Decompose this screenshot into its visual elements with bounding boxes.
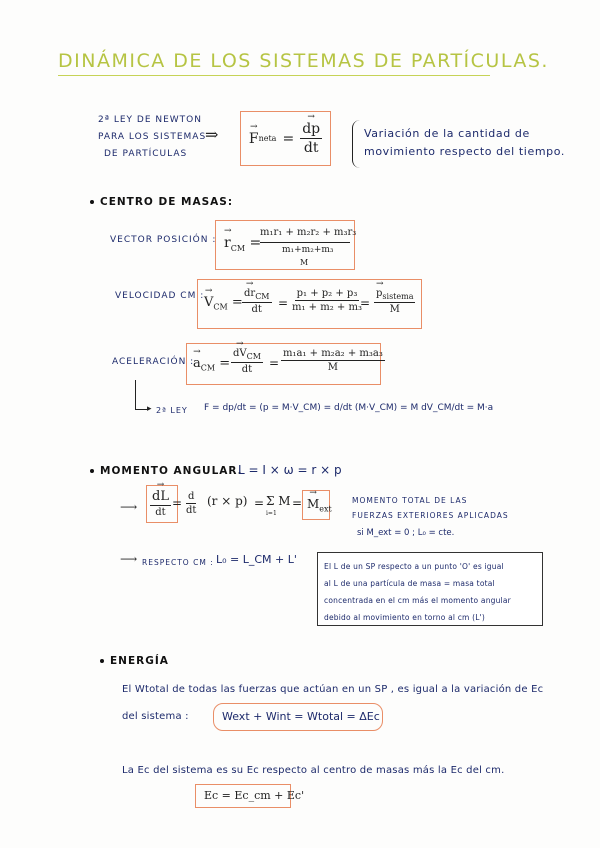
angular-heading: MOMENTO ANGULAR. — [90, 465, 243, 477]
position-label: VECTOR POSICIÓN : — [110, 235, 217, 245]
info-line-2: al L de una partícula de masa = masa total — [324, 579, 495, 588]
respect-equation: L₀ = L_CM + L' — [216, 553, 297, 566]
Mext-box: → $M_{ext}$ — [302, 490, 330, 520]
angular-eq-2: = — [254, 496, 265, 510]
energy-paragraph-1b: del sistema : — [122, 711, 189, 722]
newton-description — [364, 125, 565, 161]
newton-desc-line-2: movimiento respecto del tiempo. — [364, 145, 565, 158]
acceleration-label: ACELERACIÓN : — [112, 357, 195, 367]
moment-condition: si M_ext = 0 ; L₀ = cte. — [357, 528, 455, 538]
law-derivation: F = dp/dt = (p = M·V_CM) = d/dt (M·V_CM) = M dV_CM/dt = M·a — [204, 403, 494, 413]
energy-paragraph-1: El Wtotal de todas las fuerzas que actúan en un SP , es igual a la variación de Ec — [122, 684, 544, 695]
angular-info-box — [317, 552, 543, 626]
info-line-3: concentrada en el cm más el momento angular — [324, 596, 511, 605]
dp-numerator: → dp — [300, 121, 322, 139]
newton-label-line-3: DE PARTÍCULAS — [104, 149, 188, 159]
acceleration-box: → $a_{CM}$ = → $dV_{CM}$ dt = $\frac{\text{m₁a₁ + m₂a₂ + m₃a₃}}{M}$ — [186, 343, 381, 385]
respect-arrow: ⟶ — [120, 552, 138, 566]
law-arrowhead: ▸ — [147, 404, 152, 414]
work-energy-box: Wext + Wint = Wtotal = ΔEc — [213, 703, 383, 731]
energy-heading: ENERGÍA — [100, 655, 169, 667]
force-symbol: → F — [249, 131, 259, 147]
acceleration-lhs: → $a_{CM}$ = — [193, 356, 230, 373]
page-title: DINÁMICA DE LOS SISTEMAS DE PARTÍCULAS. — [58, 50, 549, 72]
brace — [352, 120, 360, 168]
newton-label-line-2: PARA LOS SISTEMAS — [98, 132, 207, 142]
cm-heading: CENTRO DE MASAS: — [90, 196, 233, 208]
respect-label: RESPECTO CM : — [142, 558, 214, 567]
sum-moments: Σ M — [266, 494, 291, 508]
newton-law-box — [240, 111, 331, 166]
velocity-fraction-1: → $dr_{CM}$ dt — [242, 288, 272, 315]
d-dt-fraction: $\frac{d}{dt}$ — [186, 491, 197, 516]
acceleration-fraction-1: → $dV_{CM}$ dt — [231, 348, 263, 375]
position-numerator: m₁r₁ + m₂r₂ + m₃r₃ — [260, 227, 357, 238]
position-total-mass: M — [300, 258, 309, 267]
force-subscript: neta — [258, 134, 277, 143]
velocity-lhs: → $V_{CM}$ = — [204, 295, 243, 312]
dp-dt-fraction — [300, 121, 322, 156]
kinetic-energy-box: Ec = Ec_cm + Ec' — [195, 784, 291, 808]
position-denominator: m₁+m₂+m₃ — [282, 245, 334, 255]
velocity-box: → $V_{CM}$ = → $dr_{CM}$ dt = $\frac{\text{p₁ + p₂ + p₃}}{\text{m₁ + m₂ + m₃}}$ = → $p_{sistema}$ M — [197, 279, 422, 329]
velocity-label: VELOCIDAD CM : — [115, 291, 205, 301]
velocity-fraction-3: → $p_{sistema}$ M — [374, 288, 415, 315]
newton-label-line-1: 2ª LEY DE NEWTON — [98, 115, 202, 125]
sum-index: i=1 — [266, 510, 277, 517]
newton-desc-line-1: Variación de la cantidad de — [364, 127, 530, 140]
dt-denominator: dt — [303, 140, 319, 156]
moment-note: MOMENTO TOTAL DE LAS FUERZAS EXTERIORES APLICADAS — [352, 496, 509, 520]
title-underline — [58, 75, 490, 76]
r-cross-p: (r × p) — [207, 494, 248, 508]
angular-eq-1: = — [172, 496, 183, 510]
angular-definition: L = I × ω = r × p — [238, 463, 342, 477]
info-line-1: El L de un SP respecto a un punto 'O' es igual — [324, 562, 504, 571]
velocity-fraction-2: $\frac{\text{p₁ + p₂ + p₃}}{\text{m₁ + m₂ + m₃}}$ — [292, 288, 362, 313]
energy-paragraph-2: La Ec del sistema es su Ec respecto al centro de masas más la Ec del cm. — [122, 765, 505, 776]
newton-equals: = — [282, 130, 295, 147]
implies-arrow: ⇒ — [205, 125, 219, 144]
angular-arrow: ⟶ — [120, 500, 138, 514]
law-prefix: 2ª LEY — [156, 406, 188, 415]
position-lhs: → $r_{CM}$ = — [224, 235, 261, 253]
acceleration-fraction-2: $\frac{\text{m₁a₁ + m₂a₂ + m₃a₃}}{M}$ — [283, 348, 383, 373]
info-line-4: debido al movimiento en torno al cm (L') — [324, 613, 486, 622]
newton-label — [98, 112, 206, 163]
dL-dt-fraction: → dL dt — [150, 489, 171, 518]
position-box — [215, 220, 355, 270]
angular-eq-3: = — [292, 496, 303, 510]
